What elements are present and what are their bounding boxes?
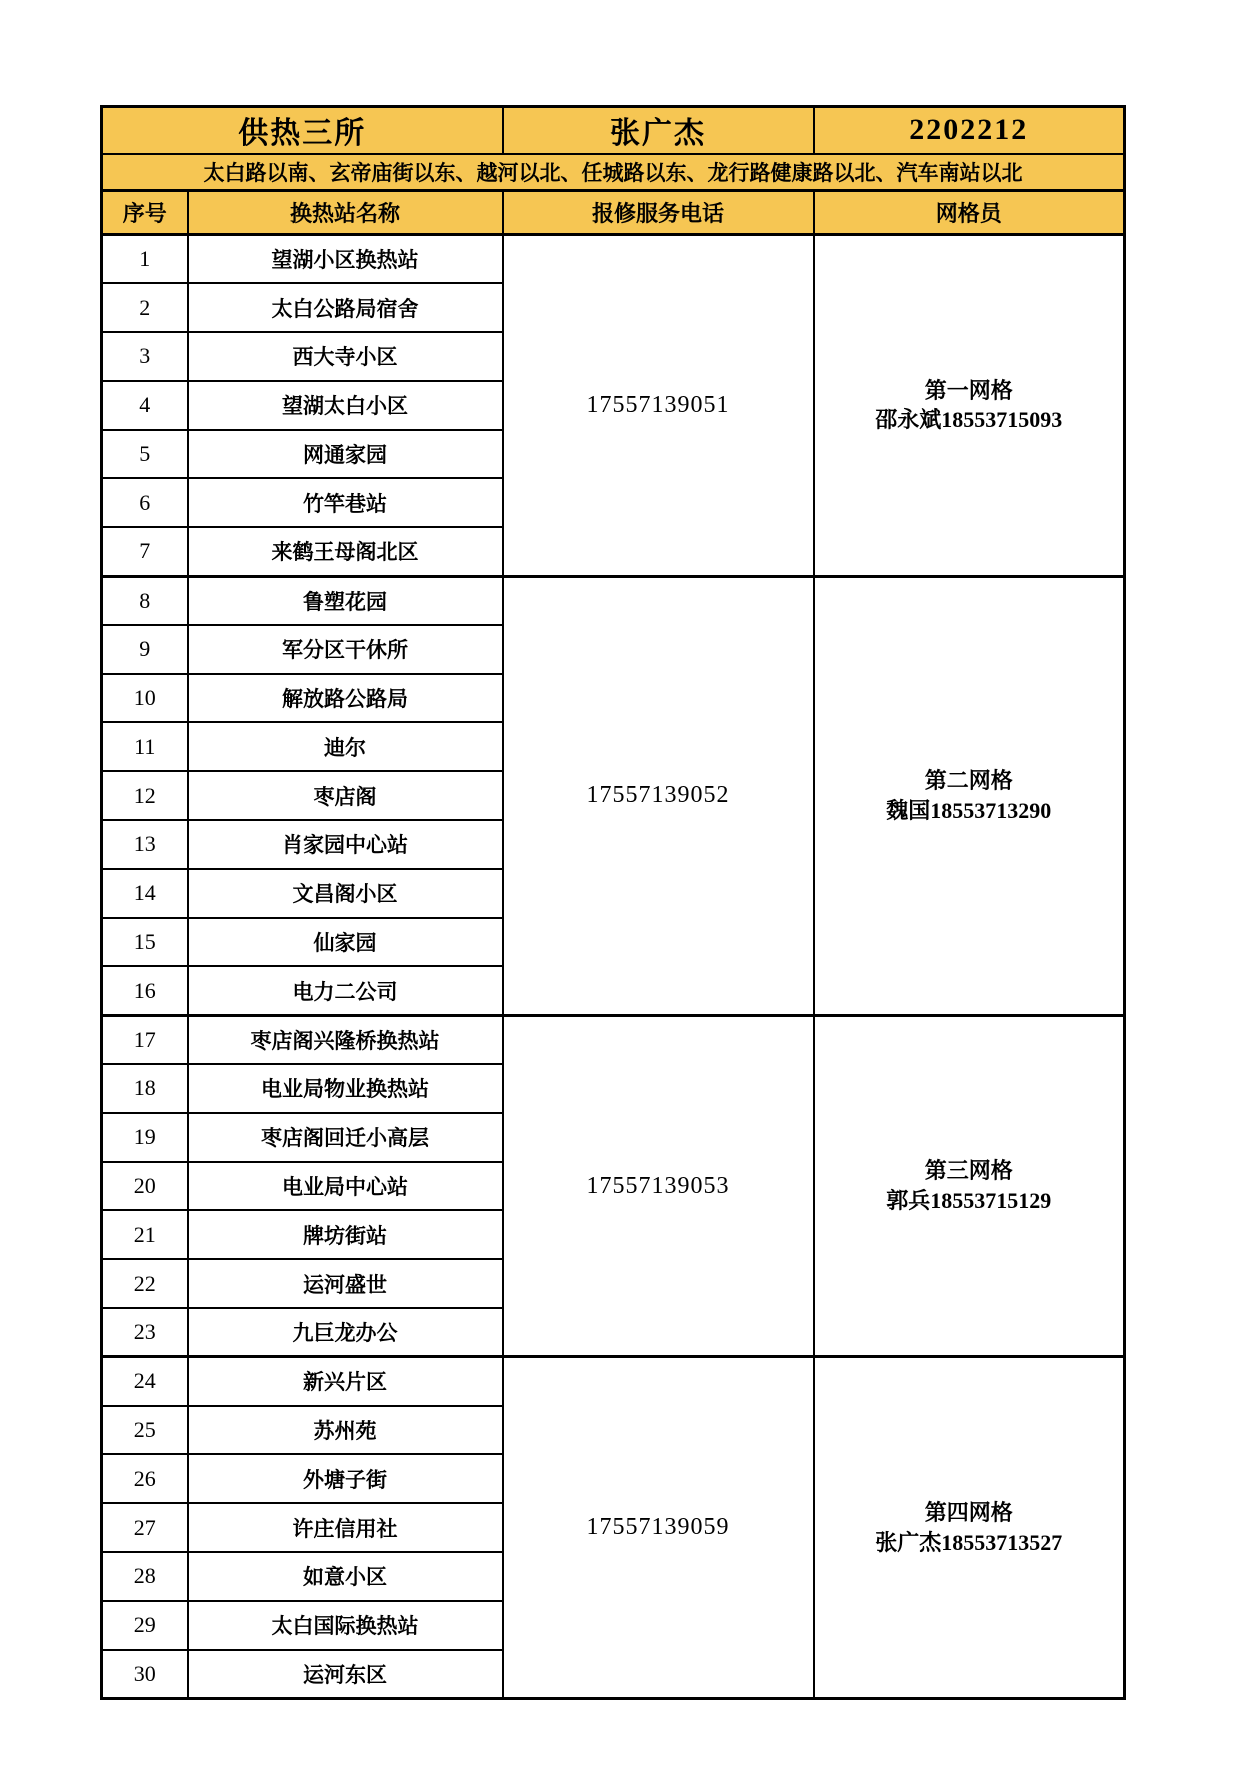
row-index: 29 — [102, 1601, 188, 1650]
station-name: 太白国际换热站 — [188, 1601, 503, 1650]
grid-worker-cell — [814, 1015, 1125, 1357]
row-index: 20 — [102, 1162, 188, 1211]
station-name: 西大寺小区 — [188, 332, 503, 381]
row-index: 4 — [102, 381, 188, 430]
row-index: 5 — [102, 430, 188, 479]
row-index: 22 — [102, 1259, 188, 1308]
row-index: 7 — [102, 527, 188, 576]
grid-name: 第三网格 — [924, 1158, 1013, 1184]
station-name: 枣店阁回迁小高层 — [188, 1113, 503, 1162]
row-index: 1 — [102, 235, 188, 284]
station-name: 许庄信用社 — [188, 1503, 503, 1552]
column-header-station: 换热站名称 — [188, 191, 503, 235]
station-name: 牌坊街站 — [188, 1210, 503, 1259]
station-name: 运河盛世 — [188, 1259, 503, 1308]
station-name: 新兴片区 — [188, 1357, 503, 1406]
station-name: 电业局中心站 — [188, 1162, 503, 1211]
office-code: 2202212 — [814, 107, 1125, 154]
station-name: 运河东区 — [188, 1650, 503, 1699]
station-name: 枣店阁 — [188, 771, 503, 820]
station-name: 电力二公司 — [188, 966, 503, 1015]
station-name: 文昌阁小区 — [188, 869, 503, 918]
service-phone: 17557139051 — [503, 235, 814, 577]
station-name: 太白公路局宿舍 — [188, 283, 503, 332]
row-index: 16 — [102, 966, 188, 1015]
district-description: 太白路以南、玄帝庙街以东、越河以北、任城路以东、龙行路健康路以北、汽车南站以北 — [102, 154, 1125, 191]
station-name: 仙家园 — [188, 918, 503, 967]
title-row — [102, 107, 1125, 154]
row-index: 27 — [102, 1503, 188, 1552]
station-name: 外塘子街 — [188, 1454, 503, 1503]
district-row — [102, 154, 1125, 191]
grid-contact: 郭兵18553715129 — [886, 1188, 1052, 1214]
station-name: 如意小区 — [188, 1552, 503, 1601]
grid-name: 第二网格 — [924, 767, 1013, 793]
column-header-phone: 报修服务电话 — [503, 191, 814, 235]
station-name: 枣店阁兴隆桥换热站 — [188, 1015, 503, 1064]
column-header-row — [102, 191, 1125, 235]
station-name: 望湖小区换热站 — [188, 235, 503, 284]
grid-worker-cell — [814, 235, 1125, 577]
heating-station-table-sheet — [100, 105, 1126, 1700]
service-phone: 17557139059 — [503, 1357, 814, 1699]
row-index: 10 — [102, 674, 188, 723]
column-header-grid: 网格员 — [814, 191, 1125, 235]
row-index: 18 — [102, 1064, 188, 1113]
row-index: 19 — [102, 1113, 188, 1162]
heating-station-table — [100, 105, 1126, 1700]
station-name: 网通家园 — [188, 430, 503, 479]
row-index: 15 — [102, 918, 188, 967]
grid-contact: 张广杰18553713527 — [875, 1529, 1063, 1555]
row-index: 24 — [102, 1357, 188, 1406]
station-name: 肖家园中心站 — [188, 820, 503, 869]
station-name: 鲁塑花园 — [188, 576, 503, 625]
station-name: 九巨龙办公 — [188, 1308, 503, 1357]
row-index: 13 — [102, 820, 188, 869]
grid-contact: 魏国18553713290 — [886, 797, 1052, 823]
row-index: 2 — [102, 283, 188, 332]
station-name: 电业局物业换热站 — [188, 1064, 503, 1113]
table-row — [102, 1357, 1125, 1406]
station-name: 苏州苑 — [188, 1406, 503, 1455]
row-index: 6 — [102, 478, 188, 527]
station-name: 解放路公路局 — [188, 674, 503, 723]
service-phone: 17557139053 — [503, 1015, 814, 1357]
grid-name: 第一网格 — [924, 377, 1013, 403]
row-index: 28 — [102, 1552, 188, 1601]
station-name: 望湖太白小区 — [188, 381, 503, 430]
office-title: 供热三所 — [102, 107, 503, 154]
row-index: 21 — [102, 1210, 188, 1259]
row-index: 12 — [102, 771, 188, 820]
row-index: 8 — [102, 576, 188, 625]
row-index: 23 — [102, 1308, 188, 1357]
table-row — [102, 1015, 1125, 1064]
grid-name: 第四网格 — [924, 1499, 1013, 1525]
column-header-index: 序号 — [102, 191, 188, 235]
row-index: 14 — [102, 869, 188, 918]
row-index: 30 — [102, 1650, 188, 1699]
grid-worker-cell — [814, 1357, 1125, 1699]
row-index: 11 — [102, 722, 188, 771]
row-index: 9 — [102, 625, 188, 674]
row-index: 3 — [102, 332, 188, 381]
station-name: 军分区干休所 — [188, 625, 503, 674]
station-name: 来鹤王母阁北区 — [188, 527, 503, 576]
row-index: 25 — [102, 1406, 188, 1455]
station-name: 竹竿巷站 — [188, 478, 503, 527]
service-phone: 17557139052 — [503, 576, 814, 1015]
grid-worker-cell — [814, 576, 1125, 1015]
row-index: 26 — [102, 1454, 188, 1503]
table-row — [102, 576, 1125, 625]
table-row — [102, 235, 1125, 284]
station-name: 迪尔 — [188, 722, 503, 771]
row-index: 17 — [102, 1015, 188, 1064]
manager-name: 张广杰 — [503, 107, 814, 154]
grid-contact: 邵永斌18553715093 — [875, 407, 1063, 433]
